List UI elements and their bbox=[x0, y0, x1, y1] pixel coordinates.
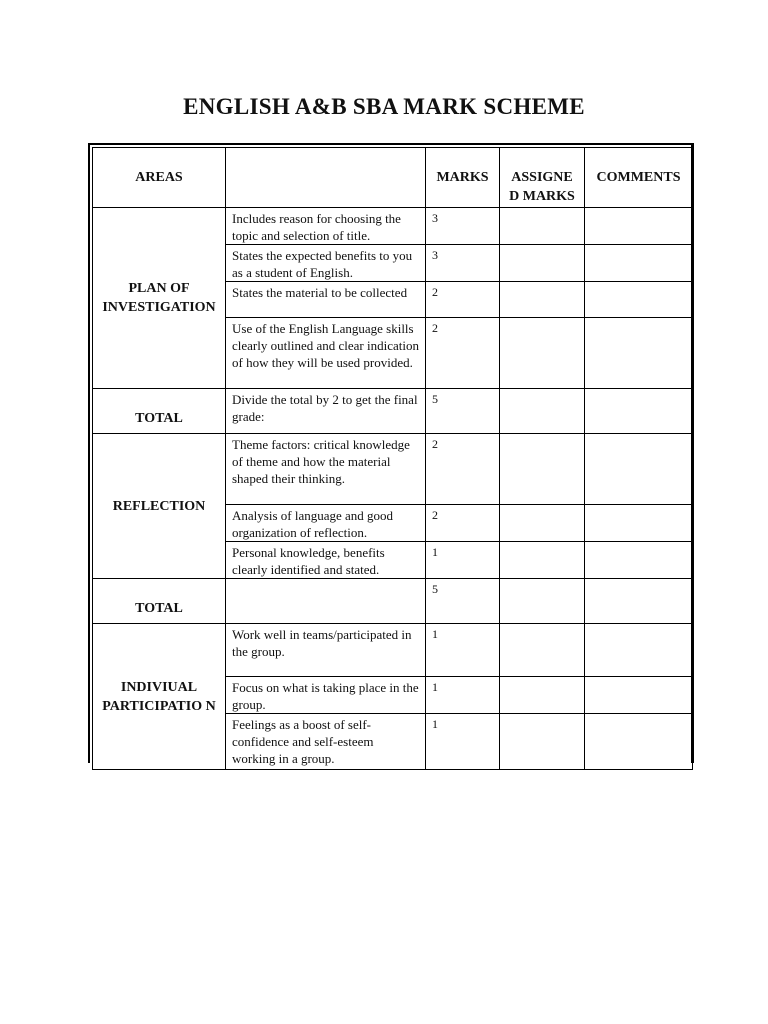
marks-cell: 3 bbox=[426, 208, 500, 245]
assigned-marks-cell[interactable] bbox=[500, 208, 585, 245]
marks-cell: 2 bbox=[426, 318, 500, 389]
assigned-marks-cell[interactable] bbox=[500, 245, 585, 282]
marks-cell: 1 bbox=[426, 624, 500, 677]
comments-cell[interactable] bbox=[585, 245, 693, 282]
header-assigned-marks: ASSIGNE D MARKS bbox=[500, 148, 585, 208]
total-row bbox=[93, 389, 693, 434]
assigned-marks-cell[interactable] bbox=[500, 714, 585, 770]
table-row bbox=[93, 208, 693, 245]
marks-cell: 1 bbox=[426, 677, 500, 714]
comments-cell[interactable] bbox=[585, 714, 693, 770]
area-reflection: REFLECTION bbox=[93, 434, 226, 579]
criterion-cell: Use of the English Language skills clearly outlined and clear indication of how they will be used provided. bbox=[226, 318, 426, 389]
table-row bbox=[93, 434, 693, 505]
marks-cell: 2 bbox=[426, 434, 500, 505]
marks-cell: 5 bbox=[426, 389, 500, 434]
comments-cell[interactable] bbox=[585, 542, 693, 579]
marks-cell: 2 bbox=[426, 505, 500, 542]
assigned-marks-cell[interactable] bbox=[500, 282, 585, 318]
marks-cell: 2 bbox=[426, 282, 500, 318]
comments-cell[interactable] bbox=[585, 389, 693, 434]
comments-cell[interactable] bbox=[585, 624, 693, 677]
criterion-cell: Work well in teams/participated in the group. bbox=[226, 624, 426, 677]
criterion-cell: Personal knowledge, benefits clearly identified and stated. bbox=[226, 542, 426, 579]
comments-cell[interactable] bbox=[585, 208, 693, 245]
marks-cell: 5 bbox=[426, 579, 500, 624]
area-total: TOTAL bbox=[93, 389, 226, 434]
area-total: TOTAL bbox=[93, 579, 226, 624]
header-row bbox=[93, 148, 693, 208]
area-individual-participation: INDIVIUAL PARTICIPATIO N bbox=[93, 624, 226, 770]
header-comments: COMMENTS bbox=[585, 148, 693, 208]
criterion-cell: Focus on what is taking place in the group. bbox=[226, 677, 426, 714]
comments-cell[interactable] bbox=[585, 318, 693, 389]
marks-cell: 3 bbox=[426, 245, 500, 282]
comments-cell[interactable] bbox=[585, 282, 693, 318]
mark-scheme-table bbox=[92, 147, 693, 770]
criterion-cell: Feelings as a boost of self-confidence and self-esteem working in a group. bbox=[226, 714, 426, 770]
assigned-marks-cell[interactable] bbox=[500, 505, 585, 542]
criterion-cell: Theme factors: critical knowledge of theme and how the material shaped their thinking. bbox=[226, 434, 426, 505]
header-criteria bbox=[226, 148, 426, 208]
assigned-marks-cell[interactable] bbox=[500, 677, 585, 714]
criterion-cell bbox=[226, 579, 426, 624]
criterion-cell: Divide the total by 2 to get the final grade: bbox=[226, 389, 426, 434]
page-title: ENGLISH A&B SBA MARK SCHEME bbox=[183, 94, 585, 119]
assigned-marks-cell[interactable] bbox=[500, 624, 585, 677]
assigned-marks-cell[interactable] bbox=[500, 389, 585, 434]
marks-cell: 1 bbox=[426, 542, 500, 579]
comments-cell[interactable] bbox=[585, 434, 693, 505]
criterion-cell: Includes reason for choosing the topic and selection of title. bbox=[226, 208, 426, 245]
comments-cell[interactable] bbox=[585, 677, 693, 714]
header-areas: AREAS bbox=[93, 148, 226, 208]
marks-cell: 1 bbox=[426, 714, 500, 770]
area-plan-of-investigation: PLAN OF INVESTIGATION bbox=[93, 208, 226, 389]
assigned-marks-cell[interactable] bbox=[500, 434, 585, 505]
assigned-marks-cell[interactable] bbox=[500, 542, 585, 579]
assigned-marks-cell[interactable] bbox=[500, 579, 585, 624]
header-marks: MARKS bbox=[426, 148, 500, 208]
comments-cell[interactable] bbox=[585, 579, 693, 624]
criterion-cell: States the expected benefits to you as a student of English. bbox=[226, 245, 426, 282]
criterion-cell: States the material to be collected bbox=[226, 282, 426, 318]
total-row bbox=[93, 579, 693, 624]
criterion-cell: Analysis of language and good organization of reflection. bbox=[226, 505, 426, 542]
table-row bbox=[93, 624, 693, 677]
comments-cell[interactable] bbox=[585, 505, 693, 542]
assigned-marks-cell[interactable] bbox=[500, 318, 585, 389]
